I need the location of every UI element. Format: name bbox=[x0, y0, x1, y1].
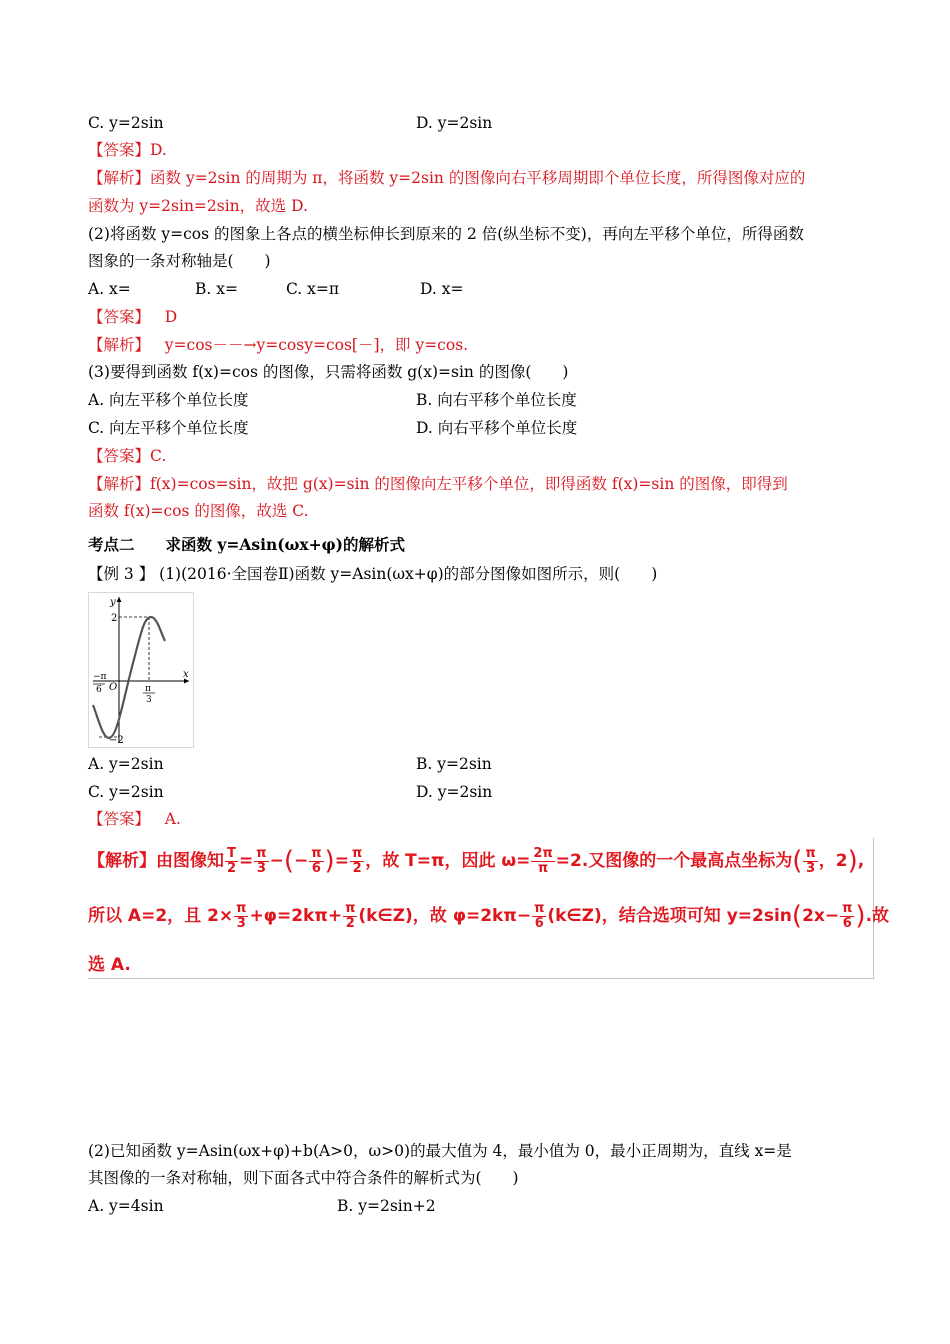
analysis-row: 【解析】 y=cos－－→y=cosy=cos[－]，即 y=cos. bbox=[88, 336, 469, 354]
analysis-row: 【解析】f(x)=cos=sin，故把 g(x)=sin 的图像向左平移个单位，即得函数 f(x)=sin 的图像，即得到 bbox=[88, 475, 788, 493]
answer-value: D. bbox=[150, 141, 167, 159]
option-d: D. 向右平移个单位长度 bbox=[416, 419, 578, 437]
question-stem-2: 其图像的一条对称轴，则下面各式中符合条件的解析式为( ) bbox=[88, 1169, 519, 1187]
question-stem: (2)已知函数 y=Asin(ωx+φ)+b(A>0，ω>0)的最大值为 4，最小值为 0，最小正周期为，直线 x=是 bbox=[88, 1142, 792, 1160]
answer-row: 【答案】 D bbox=[88, 308, 178, 326]
y-label: y bbox=[110, 597, 116, 608]
section-title: 考点二 求函数 y=Asin(ωx+φ)的解析式 bbox=[88, 535, 405, 554]
question-stem: (2)将函数 y=cos 的图象上各点的横坐标伸长到原来的 2 倍(纵坐标不变)，再向左平移个单位，所得函数 bbox=[88, 225, 804, 243]
analysis-row: 【解析】函数 y=2sin 的周期为 π，将函数 y=2sin 的图像向右平移周期即个单位长度，所得图像对应的 bbox=[88, 169, 806, 187]
option-b: B. y=2sin bbox=[416, 755, 492, 773]
analysis-label: 【解析】 bbox=[88, 169, 151, 187]
answer-row: 【答案】 A. bbox=[88, 810, 181, 828]
option-a: A. 向左平移个单位长度 bbox=[88, 391, 249, 409]
tick-pi: π bbox=[145, 684, 151, 694]
option-a: A. y=4sin bbox=[88, 1197, 164, 1215]
option-c: C. 向左平移个单位长度 bbox=[88, 419, 249, 437]
example-stem: 【例 3 】 (1)(2016·全国卷Ⅱ)函数 y=Asin(ωx+φ)的部分图像如图所示，则( ) bbox=[88, 565, 658, 583]
analysis-row-2: 函数 f(x)=cos 的图像，故选 C. bbox=[88, 502, 309, 520]
sine-graph-svg bbox=[89, 593, 193, 747]
option-d: D. y=2sin bbox=[416, 114, 493, 132]
tick-6: 6 bbox=[96, 685, 102, 695]
answer-row bbox=[88, 140, 167, 160]
box-line-1: 【解析】由图像知 $\frac{T}{2}$ = $\frac{\pi}{3}$ −(− $\frac{\pi}{6}$ )= $\frac{\pi}{2}$ ，故 T=π，因此 ω= $\frac{2\pi}{\pi}$ =2.又图像的一个最高点坐标为( $\frac{\pi}{3}$ ，2), bbox=[88, 845, 865, 876]
analysis-image-box bbox=[88, 838, 890, 979]
option-d: D. y=2sin bbox=[416, 783, 493, 801]
tick-3: 3 bbox=[146, 695, 152, 705]
option-c: C. y=2sin bbox=[88, 114, 164, 132]
option-c: C. x=π bbox=[286, 280, 340, 298]
option-d: D. x= bbox=[420, 280, 464, 298]
option-a: A. y=2sin bbox=[88, 755, 164, 773]
x-label: x bbox=[183, 669, 189, 680]
question-stem: (3)要得到函数 f(x)=cos 的图像，只需将函数 g(x)=sin 的图像( ) bbox=[88, 363, 569, 381]
option-b: B. x= bbox=[195, 280, 238, 298]
tick-neg-pi: −π bbox=[93, 672, 107, 682]
box-line-2: 所以 A=2，且 2× $\frac{\pi}{3}$ +φ=2kπ+ $\frac{\pi}{2}$ (k∈Z)，故 φ=2kπ− $\frac{\pi}{6}$ (k∈Z)，结合选项可知 y=2sin(2x− $\frac{\pi}{6}$ ).故 bbox=[88, 900, 890, 931]
box-line-3: 选 A. bbox=[88, 955, 131, 975]
y-axis-arrow bbox=[117, 597, 122, 602]
answer-label: 【答案】 bbox=[88, 141, 151, 159]
function-graph bbox=[88, 592, 194, 748]
tick-2: 2 bbox=[111, 613, 118, 624]
option-c: C. y=2sin bbox=[88, 783, 164, 801]
analysis-row-2: 函数为 y=2sin=2sin，故选 D. bbox=[88, 197, 308, 215]
tick-neg2: −2 bbox=[109, 735, 124, 746]
answer-row: 【答案】C. bbox=[88, 447, 167, 465]
option-a: A. x= bbox=[88, 280, 131, 298]
origin-label: O bbox=[109, 682, 118, 693]
option-b: B. 向右平移个单位长度 bbox=[416, 391, 577, 409]
option-b: B. y=2sin+2 bbox=[337, 1197, 436, 1215]
question-stem-2: 图象的一条对称轴是( ) bbox=[88, 252, 271, 270]
